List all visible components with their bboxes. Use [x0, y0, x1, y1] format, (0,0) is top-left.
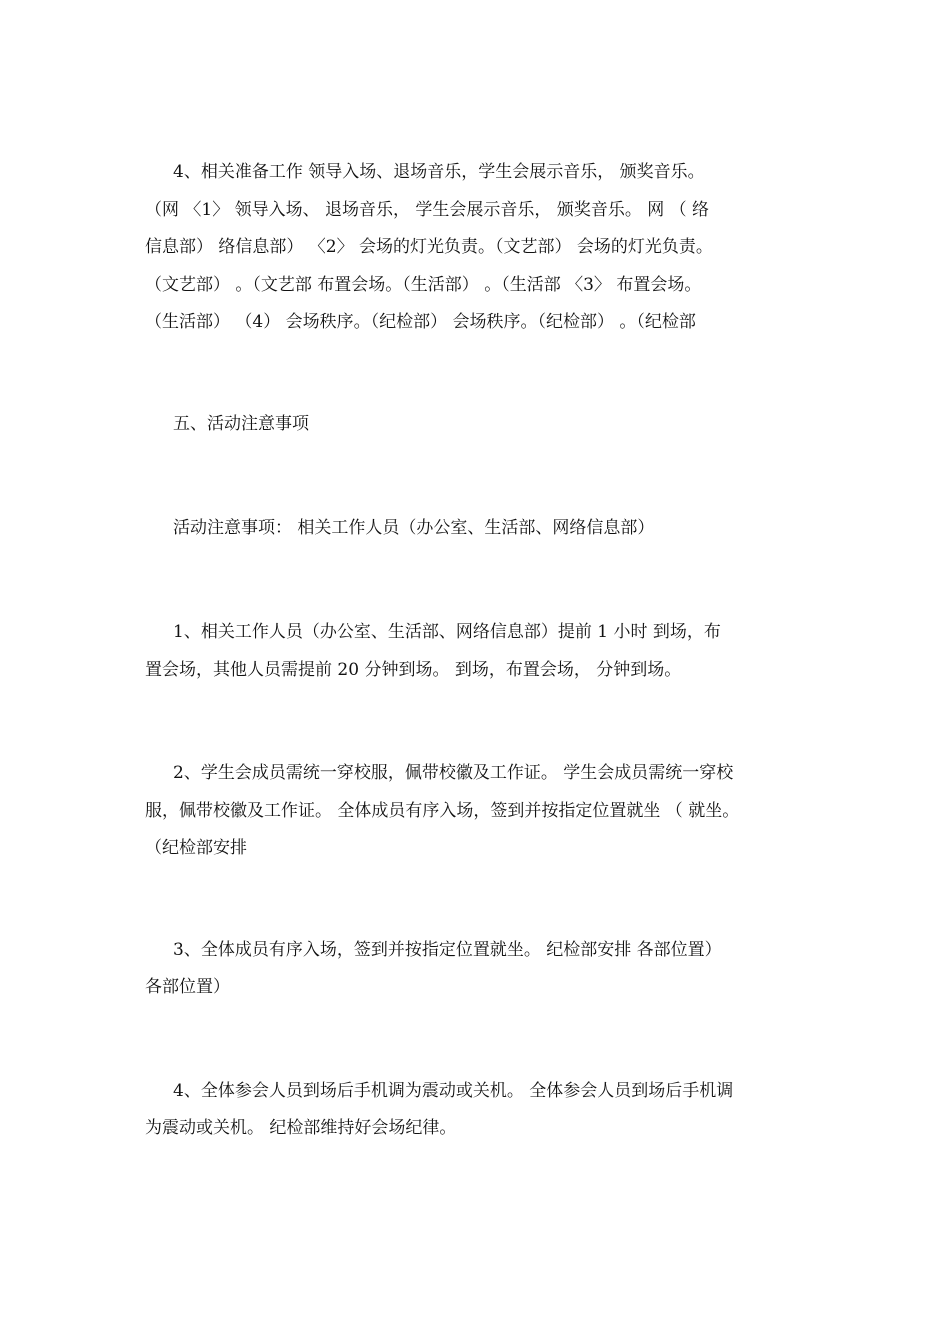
list-item-line: 1、相关工作人员（办公室、生活部、网络信息部）提前 1 小时 到场，布	[173, 622, 721, 642]
list-item-line: 置会场，其他人员需提前 20 分钟到场。 到场，布置会场， 分钟到场。	[145, 660, 682, 680]
list-item-line: 各部位置）	[145, 977, 230, 997]
list-item-line: 3、全体成员有序入场，签到并按指定位置就坐。 纪检部安排 各部位置）	[173, 940, 722, 960]
paragraph-line: 信息部） 络信息部） 〈2〉 会场的灯光负责。（文艺部） 会场的灯光负责。	[145, 237, 713, 257]
paragraph-line: （文艺部） 。（文艺部 布置会场。（生活部） 。（生活部 〈3〉 布置会场。	[145, 275, 702, 295]
section-title: 五、活动注意事项	[173, 414, 309, 434]
paragraph-line: （网 〈1〉 领导入场、 退场音乐， 学生会展示音乐， 颁奖音乐。 网 （ 络	[145, 200, 710, 220]
paragraph-line: （生活部） （4） 会场秩序。（纪检部） 会场秩序。（纪检部） 。（纪检部	[145, 312, 696, 332]
list-item-line: （纪检部安排	[145, 838, 247, 858]
paragraph-line: 4、相关准备工作 领导入场、退场音乐，学生会展示音乐， 颁奖音乐。	[173, 162, 705, 182]
list-item-line: 服，佩带校徽及工作证。 全体成员有序入场，签到并按指定位置就坐 （ 就坐。	[145, 801, 740, 821]
list-item-line: 为震动或关机。 纪检部维持好会场纪律。	[145, 1118, 457, 1138]
list-item-line: 2、学生会成员需统一穿校服，佩带校徽及工作证。 学生会成员需统一穿校	[173, 763, 734, 783]
list-item-line: 4、全体参会人员到场后手机调为震动或关机。 全体参会人员到场后手机调	[173, 1081, 734, 1101]
notice-intro: 活动注意事项： 相关工作人员（办公室、生活部、网络信息部）	[173, 518, 655, 538]
